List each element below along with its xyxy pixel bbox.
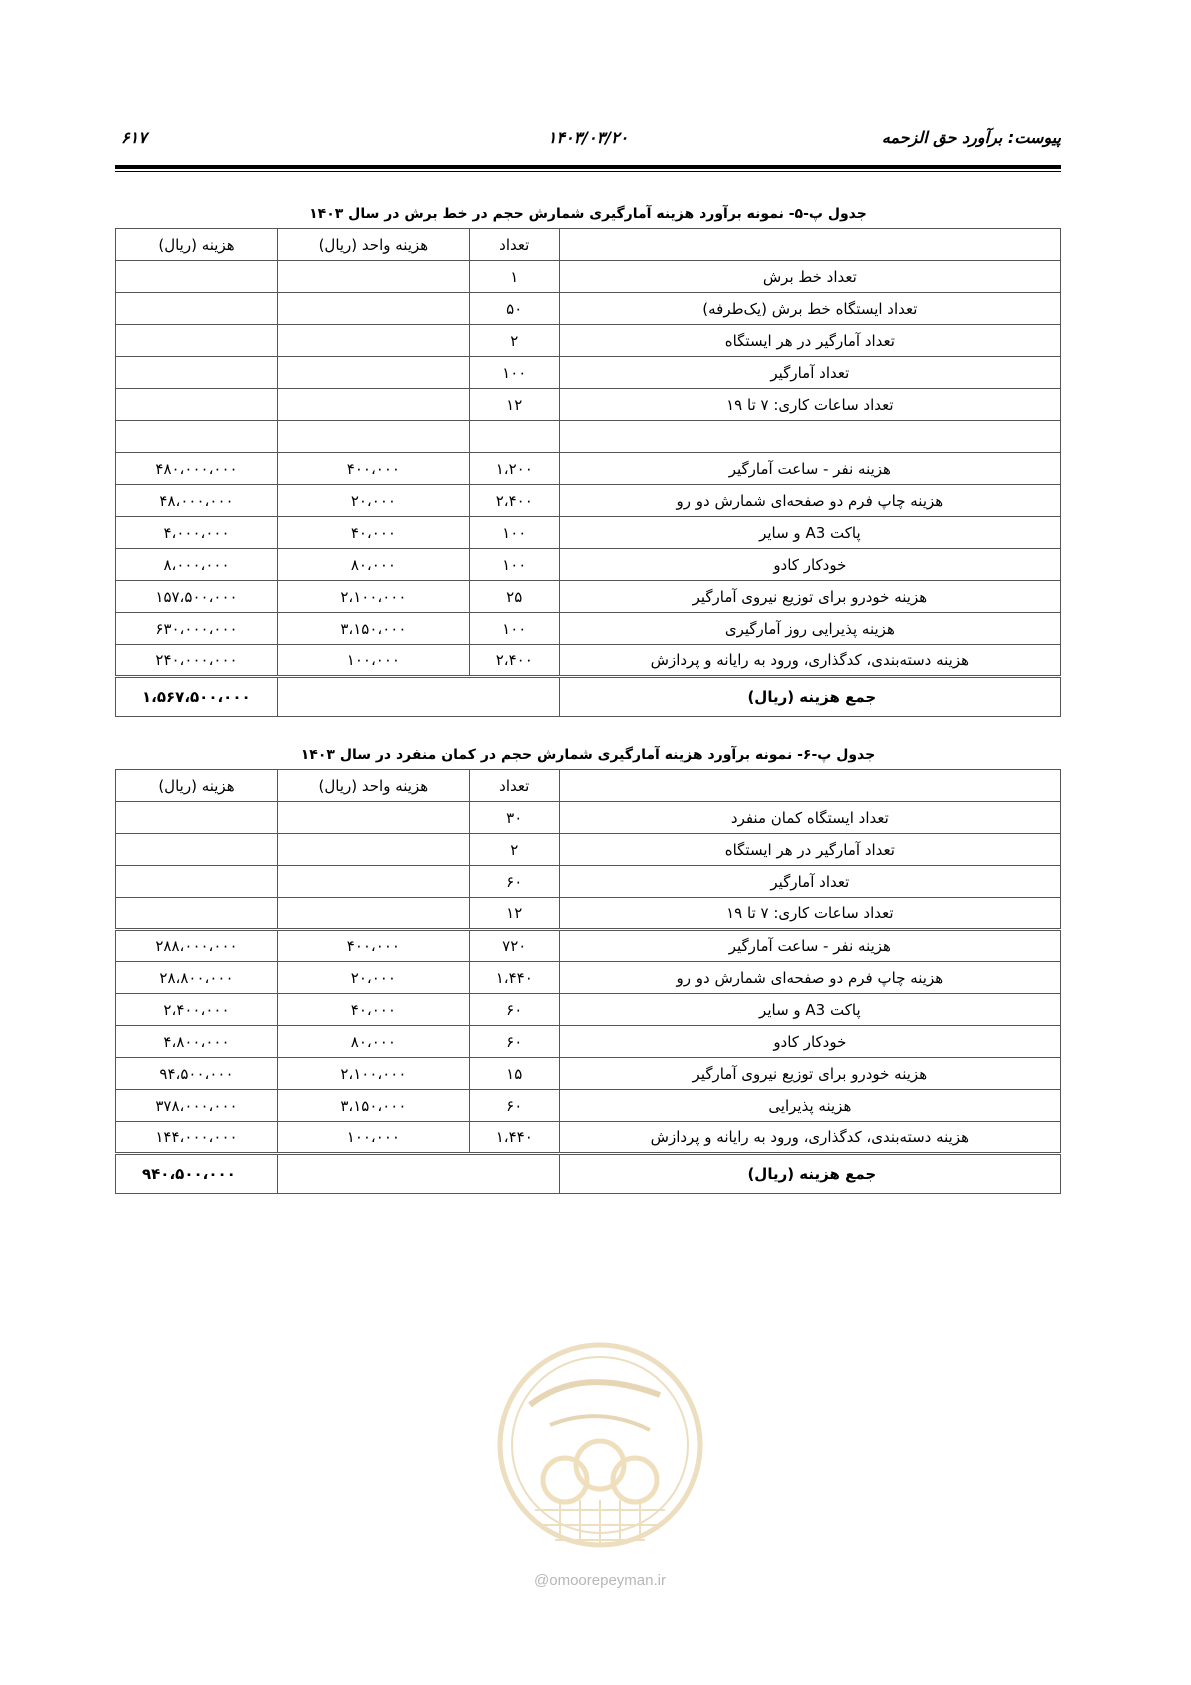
cell-unit: ۸۰،۰۰۰ — [277, 1026, 469, 1058]
table-row — [116, 453, 1061, 485]
table-row — [116, 261, 1061, 293]
cost-table-p5 — [115, 228, 1061, 717]
total-label: جمع هزینه (ریال) — [559, 1154, 1060, 1194]
header-date: ۱۴۰۳/۰۳/۲۰ — [547, 128, 629, 147]
table-row — [116, 1122, 1061, 1154]
cell-item: خودکار کادو — [559, 1026, 1060, 1058]
table-row — [116, 834, 1061, 866]
cell-total: ۲۴۰،۰۰۰،۰۰۰ — [116, 645, 278, 677]
watermark-site: @omoorepeyman.ir — [534, 1572, 666, 1589]
column-header: تعداد — [469, 770, 559, 802]
cell-qty: ۲۵ — [469, 581, 559, 613]
total-blank — [469, 1154, 559, 1194]
table-row — [116, 1058, 1061, 1090]
cell-unit — [277, 834, 469, 866]
cell-total — [116, 293, 278, 325]
cell-total: ۹۴،۵۰۰،۰۰۰ — [116, 1058, 278, 1090]
cell-unit: ۲۰،۰۰۰ — [277, 962, 469, 994]
cell-unit: ۴۰،۰۰۰ — [277, 994, 469, 1026]
table-row — [116, 962, 1061, 994]
cell-qty: ۶۰ — [469, 1090, 559, 1122]
cell-qty: ۱۰۰ — [469, 549, 559, 581]
header-rule — [115, 165, 1061, 169]
cell-item: هزینه خودرو برای توزیع نیروی آمارگیر — [559, 581, 1060, 613]
table-row — [116, 613, 1061, 645]
cell-unit — [277, 261, 469, 293]
cell-total: ۲۸۸،۰۰۰،۰۰۰ — [116, 930, 278, 962]
column-header: تعداد — [469, 229, 559, 261]
table-caption-p5: جدول پ-۵- نمونه برآورد هزینه آمارگیری شمارش حجم در خط برش در سال ۱۴۰۳ — [309, 206, 867, 222]
cell-unit — [277, 293, 469, 325]
cell-qty: ۲ — [469, 834, 559, 866]
table-row — [116, 581, 1061, 613]
cell-total: ۸،۰۰۰،۰۰۰ — [116, 549, 278, 581]
table-row — [116, 1026, 1061, 1058]
cell-total: ۴،۰۰۰،۰۰۰ — [116, 517, 278, 549]
cell-item: هزینه چاپ فرم دو صفحه‌ای شمارش دو رو — [559, 962, 1060, 994]
cell-item — [559, 421, 1060, 453]
table-row — [116, 898, 1061, 930]
cell-qty: ۱۰۰ — [469, 517, 559, 549]
cell-item: تعداد خط برش — [559, 261, 1060, 293]
cell-qty: ۲،۴۰۰ — [469, 645, 559, 677]
cell-total: ۴۸،۰۰۰،۰۰۰ — [116, 485, 278, 517]
cell-item: تعداد ساعات کاری: ۷ تا ۱۹ — [559, 898, 1060, 930]
cell-qty: ۶۰ — [469, 1026, 559, 1058]
header-title: پیوست: برآورد حق الزحمه — [881, 128, 1061, 147]
cell-item: هزینه دسته‌بندی، کدگذاری، ورود به رایانه و پردازش — [559, 645, 1060, 677]
table-row — [116, 517, 1061, 549]
table-row — [116, 357, 1061, 389]
cell-unit: ۴۰۰،۰۰۰ — [277, 930, 469, 962]
cell-qty: ۱ — [469, 261, 559, 293]
cell-item: هزینه دسته‌بندی، کدگذاری، ورود به رایانه و پردازش — [559, 1122, 1060, 1154]
total-blank — [277, 1154, 469, 1194]
cell-qty: ۱۵ — [469, 1058, 559, 1090]
cell-item: تعداد ایستگاه خط برش (یک‌طرفه) — [559, 293, 1060, 325]
cell-item: هزینه پذیرایی — [559, 1090, 1060, 1122]
cell-unit: ۲،۱۰۰،۰۰۰ — [277, 1058, 469, 1090]
cell-total — [116, 866, 278, 898]
cell-unit — [277, 325, 469, 357]
cell-unit: ۳،۱۵۰،۰۰۰ — [277, 613, 469, 645]
cell-item: پاکت A3 و سایر — [559, 517, 1060, 549]
cell-unit — [277, 802, 469, 834]
cell-unit: ۴۰۰،۰۰۰ — [277, 453, 469, 485]
cell-total — [116, 325, 278, 357]
cell-qty — [469, 421, 559, 453]
cell-unit: ۱۰۰،۰۰۰ — [277, 1122, 469, 1154]
total-blank — [469, 677, 559, 717]
cell-qty: ۱،۴۴۰ — [469, 962, 559, 994]
table-row — [116, 421, 1061, 453]
cell-qty: ۱،۴۴۰ — [469, 1122, 559, 1154]
cell-unit: ۴۰،۰۰۰ — [277, 517, 469, 549]
cell-item: تعداد آمارگیر در هر ایستگاه — [559, 325, 1060, 357]
cell-unit — [277, 898, 469, 930]
cell-qty: ۱۰۰ — [469, 613, 559, 645]
table-row — [116, 866, 1061, 898]
page-number: ۶۱۷ — [121, 128, 147, 147]
column-header: هزینه واحد (ریال) — [277, 229, 469, 261]
column-header: هزینه (ریال) — [116, 229, 278, 261]
cell-item: هزینه نفر - ساعت آمارگیر — [559, 930, 1060, 962]
cell-item: تعداد ایستگاه کمان منفرد — [559, 802, 1060, 834]
cell-unit — [277, 421, 469, 453]
cell-item: خودکار کادو — [559, 549, 1060, 581]
cell-total: ۲۸،۸۰۰،۰۰۰ — [116, 962, 278, 994]
cell-qty: ۶۰ — [469, 994, 559, 1026]
column-header: هزینه (ریال) — [116, 770, 278, 802]
table-row — [116, 549, 1061, 581]
cell-total: ۳۷۸،۰۰۰،۰۰۰ — [116, 1090, 278, 1122]
cell-total — [116, 357, 278, 389]
cell-total — [116, 802, 278, 834]
cell-unit: ۳،۱۵۰،۰۰۰ — [277, 1090, 469, 1122]
total-value: ۱،۵۶۷،۵۰۰،۰۰۰ — [116, 677, 278, 717]
cell-item: تعداد آمارگیر — [559, 866, 1060, 898]
table-row — [116, 485, 1061, 517]
cell-qty: ۲ — [469, 325, 559, 357]
table-row — [116, 930, 1061, 962]
total-value: ۹۴۰،۵۰۰،۰۰۰ — [116, 1154, 278, 1194]
total-label: جمع هزینه (ریال) — [559, 677, 1060, 717]
table-row — [116, 1090, 1061, 1122]
cell-total: ۶۳۰،۰۰۰،۰۰۰ — [116, 613, 278, 645]
table-row — [116, 325, 1061, 357]
cell-item: پاکت A3 و سایر — [559, 994, 1060, 1026]
page-header — [115, 128, 1061, 162]
column-header — [559, 229, 1060, 261]
cell-item: هزینه خودرو برای توزیع نیروی آمارگیر — [559, 1058, 1060, 1090]
total-row — [116, 677, 1061, 717]
cell-item: هزینه نفر - ساعت آمارگیر — [559, 453, 1060, 485]
table-header-row — [116, 770, 1061, 802]
cell-unit: ۲۰،۰۰۰ — [277, 485, 469, 517]
table-row — [116, 994, 1061, 1026]
cell-unit — [277, 866, 469, 898]
cell-unit: ۲،۱۰۰،۰۰۰ — [277, 581, 469, 613]
cell-qty: ۱۰۰ — [469, 357, 559, 389]
total-blank — [277, 677, 469, 717]
cell-total: ۲،۴۰۰،۰۰۰ — [116, 994, 278, 1026]
cell-total — [116, 421, 278, 453]
column-header: هزینه واحد (ریال) — [277, 770, 469, 802]
cell-qty: ۱۲ — [469, 389, 559, 421]
cell-total: ۴۸۰،۰۰۰،۰۰۰ — [116, 453, 278, 485]
table-row — [116, 802, 1061, 834]
cell-unit: ۱۰۰،۰۰۰ — [277, 645, 469, 677]
cell-item: هزینه چاپ فرم دو صفحه‌ای شمارش دو رو — [559, 485, 1060, 517]
cell-item: هزینه پذیرایی روز آمارگیری — [559, 613, 1060, 645]
cell-item: تعداد آمارگیر — [559, 357, 1060, 389]
table-header-row — [116, 229, 1061, 261]
cell-unit — [277, 357, 469, 389]
cell-qty: ۶۰ — [469, 866, 559, 898]
cell-total: ۱۴۴،۰۰۰،۰۰۰ — [116, 1122, 278, 1154]
cost-table-p6 — [115, 769, 1061, 1194]
table-caption-p6: جدول پ-۶- نمونه برآورد هزینه آمارگیری شمارش حجم در کمان منفرد در سال ۱۴۰۳ — [300, 747, 876, 763]
cell-item: تعداد ساعات کاری: ۷ تا ۱۹ — [559, 389, 1060, 421]
cell-qty: ۵۰ — [469, 293, 559, 325]
cell-item: تعداد آمارگیر در هر ایستگاه — [559, 834, 1060, 866]
cell-qty: ۷۲۰ — [469, 930, 559, 962]
cell-total — [116, 389, 278, 421]
cell-unit: ۸۰،۰۰۰ — [277, 549, 469, 581]
cell-qty: ۱،۲۰۰ — [469, 453, 559, 485]
cell-total — [116, 898, 278, 930]
cell-qty: ۲،۴۰۰ — [469, 485, 559, 517]
table-row — [116, 293, 1061, 325]
column-header — [559, 770, 1060, 802]
cell-qty: ۱۲ — [469, 898, 559, 930]
cell-unit — [277, 389, 469, 421]
cell-total: ۱۵۷،۵۰۰،۰۰۰ — [116, 581, 278, 613]
header-rule-thin — [115, 171, 1061, 172]
total-row — [116, 1154, 1061, 1194]
watermark-logo-icon — [490, 1335, 710, 1575]
cell-total — [116, 261, 278, 293]
cell-total: ۴،۸۰۰،۰۰۰ — [116, 1026, 278, 1058]
table-row — [116, 645, 1061, 677]
cell-qty: ۳۰ — [469, 802, 559, 834]
cell-total — [116, 834, 278, 866]
table-row — [116, 389, 1061, 421]
